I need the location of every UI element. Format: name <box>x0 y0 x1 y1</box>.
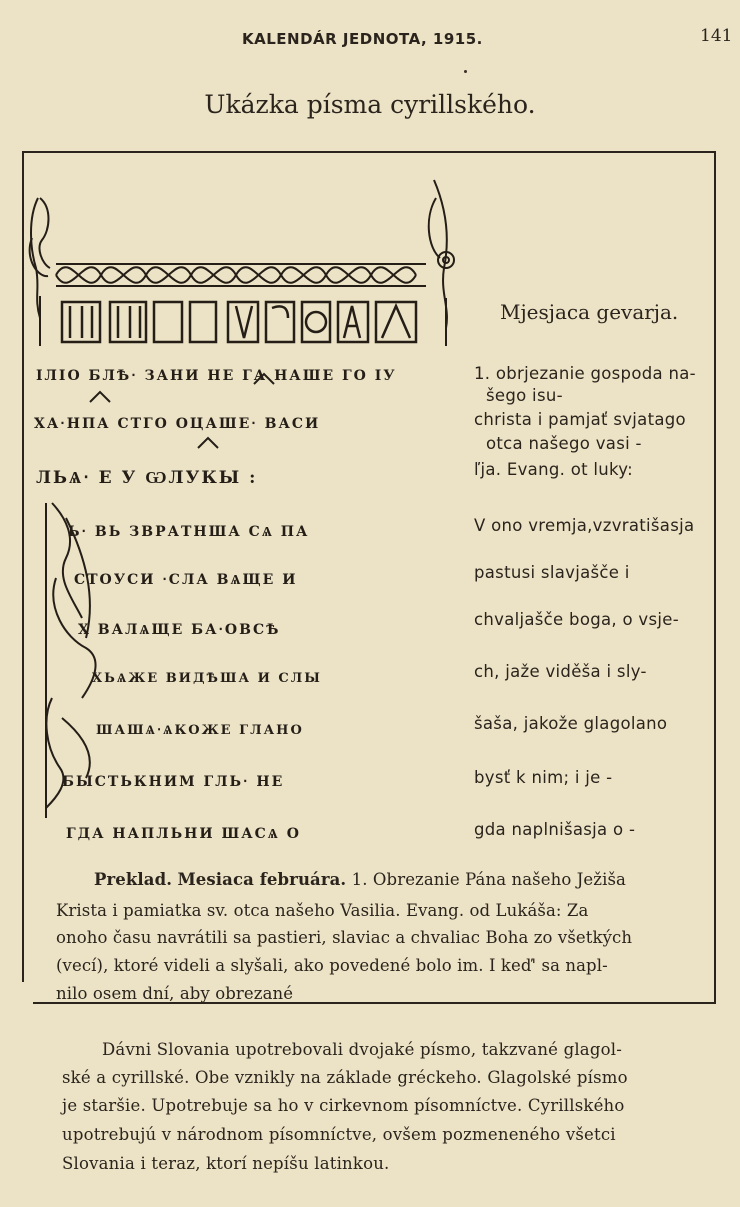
body-line: Slovania i teraz, ktorí nepíšu latinkou. <box>62 1154 390 1173</box>
body-line: ské a cyrillské. Obe vznikly na základe gréckeho. Glagolské písmo <box>62 1068 628 1087</box>
transliteration-line: pastusi slavjašče i <box>474 563 630 582</box>
body-line: upotrebujú v národnom písomníctve, ovšem pozmeneného všetci <box>62 1125 616 1144</box>
translation-line: nilo osem dní, aby obrezané <box>56 984 294 1003</box>
transliteration-line: bysť k nim; i je - <box>474 768 613 787</box>
cyrillic-line-5: СТОУСИ ‧СЛА ВѦЩЕ И <box>74 572 298 588</box>
cyrillic-line-7: ХЬѦЖЕ ВИДѢША И СЛЫ <box>92 671 322 686</box>
translation-line-1-rest: 1. Obrezanie Pána našeho Ježiša <box>346 870 626 889</box>
cyrillic-line-8: ШАШѦ‧ѦКОЖЕ ГЛАНО <box>96 723 304 738</box>
transliteration-line: ľja. Evang. ot luky: <box>474 460 634 479</box>
translation-line: Krista i pamiatka sv. otca našeho Vasilia. Evang. od Lukáša: Za <box>56 901 589 920</box>
translation-label: Preklad. <box>94 870 173 889</box>
transliteration-line: christa i pamjať svjatago <box>474 410 686 429</box>
frame-right-rule <box>714 151 716 1004</box>
cyrillic-line-2: ХА‧НПА СТГО ОЦАШЕ‧ ВАСИ <box>34 416 321 432</box>
frame-left-rule <box>22 152 24 982</box>
transliteration-line: 1. obrjezanie gospoda na- <box>474 364 696 383</box>
transliteration-line: V ono vremja,vzvratišasja <box>474 516 695 535</box>
transliteration-line: šego isu- <box>486 386 563 405</box>
ink-dot <box>464 70 467 73</box>
cyrillic-line-1: ІЛІО БЛѢ‧ ЗАНИ НЕ ГА НАШЕ ГО ІУ <box>36 368 397 384</box>
cyrillic-line-6: Х ВАЛѦЩЕ БА‧ОВСѢ <box>78 622 281 638</box>
ornamental-headpiece-icon <box>26 178 466 840</box>
page-number: 141 <box>700 26 733 46</box>
cyrillic-line-4: Ь‧ ВЬ ЗВРАТНША СѦ ПА <box>68 524 310 540</box>
running-head <box>0 26 740 50</box>
header-title: KALENDÁR JEDNOTA, 1915. <box>242 30 483 48</box>
translation-line: (vecí), ktoré videli a slyšali, ako povedené bolo im. I keď' sa napl- <box>56 956 608 975</box>
body-line: je staršie. Upotrebuje sa ho v cirkevnom písomníctve. Cyrillského <box>62 1096 625 1115</box>
cyrillic-line-3: ЛЬѦ‧ Е У ѠЛУКЫ : <box>36 468 258 488</box>
transliteration-line: otca našego vasi - <box>486 434 642 453</box>
cyrillic-line-9: БЫСТЬКНИМ ГЛЬ‧ НЕ <box>62 774 285 790</box>
translation-line: onoho času navrátili sa pastieri, slaviac a chvaliac Boha zo všetkých <box>56 928 633 947</box>
cyrillic-line-10: ГДА НАПЛЬНИ ШАСѦ О <box>66 826 301 842</box>
specimen-title: Ukázka písma cyrillského. <box>204 90 536 119</box>
frame-top-rule <box>22 151 716 153</box>
body-line: Dávni Slovania upotrebovali dvojaké písmo, takzvané glagol- <box>102 1040 622 1059</box>
transliteration-heading: Mjesjaca gevarja. <box>500 300 679 324</box>
translation-month: Mesiaca februára. <box>177 870 347 889</box>
transliteration-line: gda naplnišasja o - <box>474 820 636 839</box>
transliteration-line: chvaljašče boga, o vsje- <box>474 610 679 629</box>
cyrillic-manuscript-sample <box>26 178 466 840</box>
transliteration-line: ch, jaže viděša i sly- <box>474 662 647 681</box>
transliteration-line: šaša, jakože glagolano <box>474 714 668 733</box>
